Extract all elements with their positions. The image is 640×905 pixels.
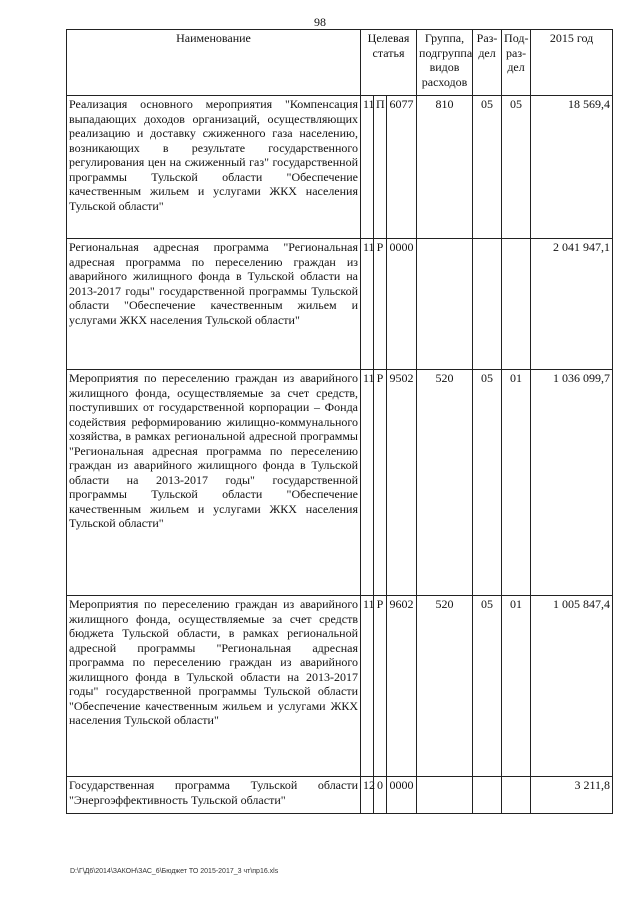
amount-2015: 3 211,8	[531, 777, 613, 814]
subsection-code: 01	[502, 596, 531, 777]
target-code-part1: 11	[361, 596, 374, 777]
amount-2015: 2 041 947,1	[531, 239, 613, 370]
subsection-code	[502, 777, 531, 814]
section-code	[473, 239, 502, 370]
target-code-part2: 0	[374, 777, 387, 814]
table-row	[67, 239, 613, 370]
header-name: Наименование	[67, 30, 361, 96]
file-path-footer: D:\Г\Д6\2014\ЗАКОН\ЗАС_6\Бюджет ТО 2015-2017_3 чт\пр16.xls	[70, 868, 279, 875]
target-code-part1: 11	[361, 96, 374, 239]
table-row	[67, 96, 613, 239]
target-code-part1: 12	[361, 777, 374, 814]
target-code-part3: 0000	[387, 239, 417, 370]
target-code-part2: Р	[374, 239, 387, 370]
row-name: Мероприятия по переселению граждан из аварийного жилищного фонда, осуществляемые за счет средств бюджета Тульской области, в рамках региональной адресной программы "Региональная адресная программа по переселению граждан из аварийного жилищного фонда в Тульской области на 2013-2017 годы" государственной программы Тульской области "Обеспечение качественным жильем и услугами ЖКХ населения Тульской области"	[67, 596, 361, 777]
subsection-code: 01	[502, 370, 531, 596]
row-name: Региональная адресная программа "Региональная адресная программа по переселению граждан из аварийного жилищного фонда в Тульской области на 2013-2017 годы" государственной программы Тульской области "Обеспечение качественным жильем и услугами ЖКХ населения Тульской области"	[67, 239, 361, 370]
page-number: 98	[314, 15, 326, 29]
budget-table	[66, 29, 613, 814]
expense-group	[417, 239, 473, 370]
table-row	[67, 370, 613, 596]
target-code-part1: 11	[361, 370, 374, 596]
target-code-part3: 6077	[387, 96, 417, 239]
amount-2015: 1 036 099,7	[531, 370, 613, 596]
amount-2015: 1 005 847,4	[531, 596, 613, 777]
header-target: Целевая статья	[361, 30, 417, 96]
header-section: Раз-дел	[473, 30, 502, 96]
subsection-code: 05	[502, 96, 531, 239]
target-code-part2: П	[374, 96, 387, 239]
row-name: Мероприятия по переселению граждан из аварийного жилищного фонда, осуществляемые за счет средств, поступивших от государственной корпорации – Фонда содействия реформированию жилищно-коммунального хозяйства, в рамках региональной адресной программы "Региональная адресная программа по переселению граждан из аварийного жилищного фонда в Тульской области на 2013-2017 годы" государственной программы Тульской области "Обеспечение качественным жильем и услугами ЖКХ населения Тульской области"	[67, 370, 361, 596]
row-name: Государственная программа Тульской области "Энергоэффективность Тульской области"	[67, 777, 361, 814]
target-code-part3: 0000	[387, 777, 417, 814]
header-year: 2015 год	[531, 30, 613, 96]
target-code-part2: Р	[374, 370, 387, 596]
subsection-code	[502, 239, 531, 370]
section-code: 05	[473, 370, 502, 596]
section-code: 05	[473, 96, 502, 239]
header-group: Группа, подгруппа видов расходов	[417, 30, 473, 96]
expense-group: 520	[417, 596, 473, 777]
table-row	[67, 596, 613, 777]
section-code: 05	[473, 596, 502, 777]
expense-group: 810	[417, 96, 473, 239]
section-code	[473, 777, 502, 814]
expense-group	[417, 777, 473, 814]
amount-2015: 18 569,4	[531, 96, 613, 239]
table-row	[67, 777, 613, 814]
target-code-part3: 9502	[387, 370, 417, 596]
expense-group: 520	[417, 370, 473, 596]
target-code-part1: 11	[361, 239, 374, 370]
header-subsection: Под-раз-дел	[502, 30, 531, 96]
row-name: Реализация основного мероприятия "Компенсация выпадающих доходов организаций, осуществляющих реализацию и доставку сжиженного газа населению, возникающих в результате государственного регулирования цен на сжиженный газ" государственной программы Тульской области "Обеспечение качественным жильем и услугами ЖКХ населения Тульской области"	[67, 96, 361, 239]
target-code-part2: Р	[374, 596, 387, 777]
target-code-part3: 9602	[387, 596, 417, 777]
header-row	[67, 30, 613, 96]
